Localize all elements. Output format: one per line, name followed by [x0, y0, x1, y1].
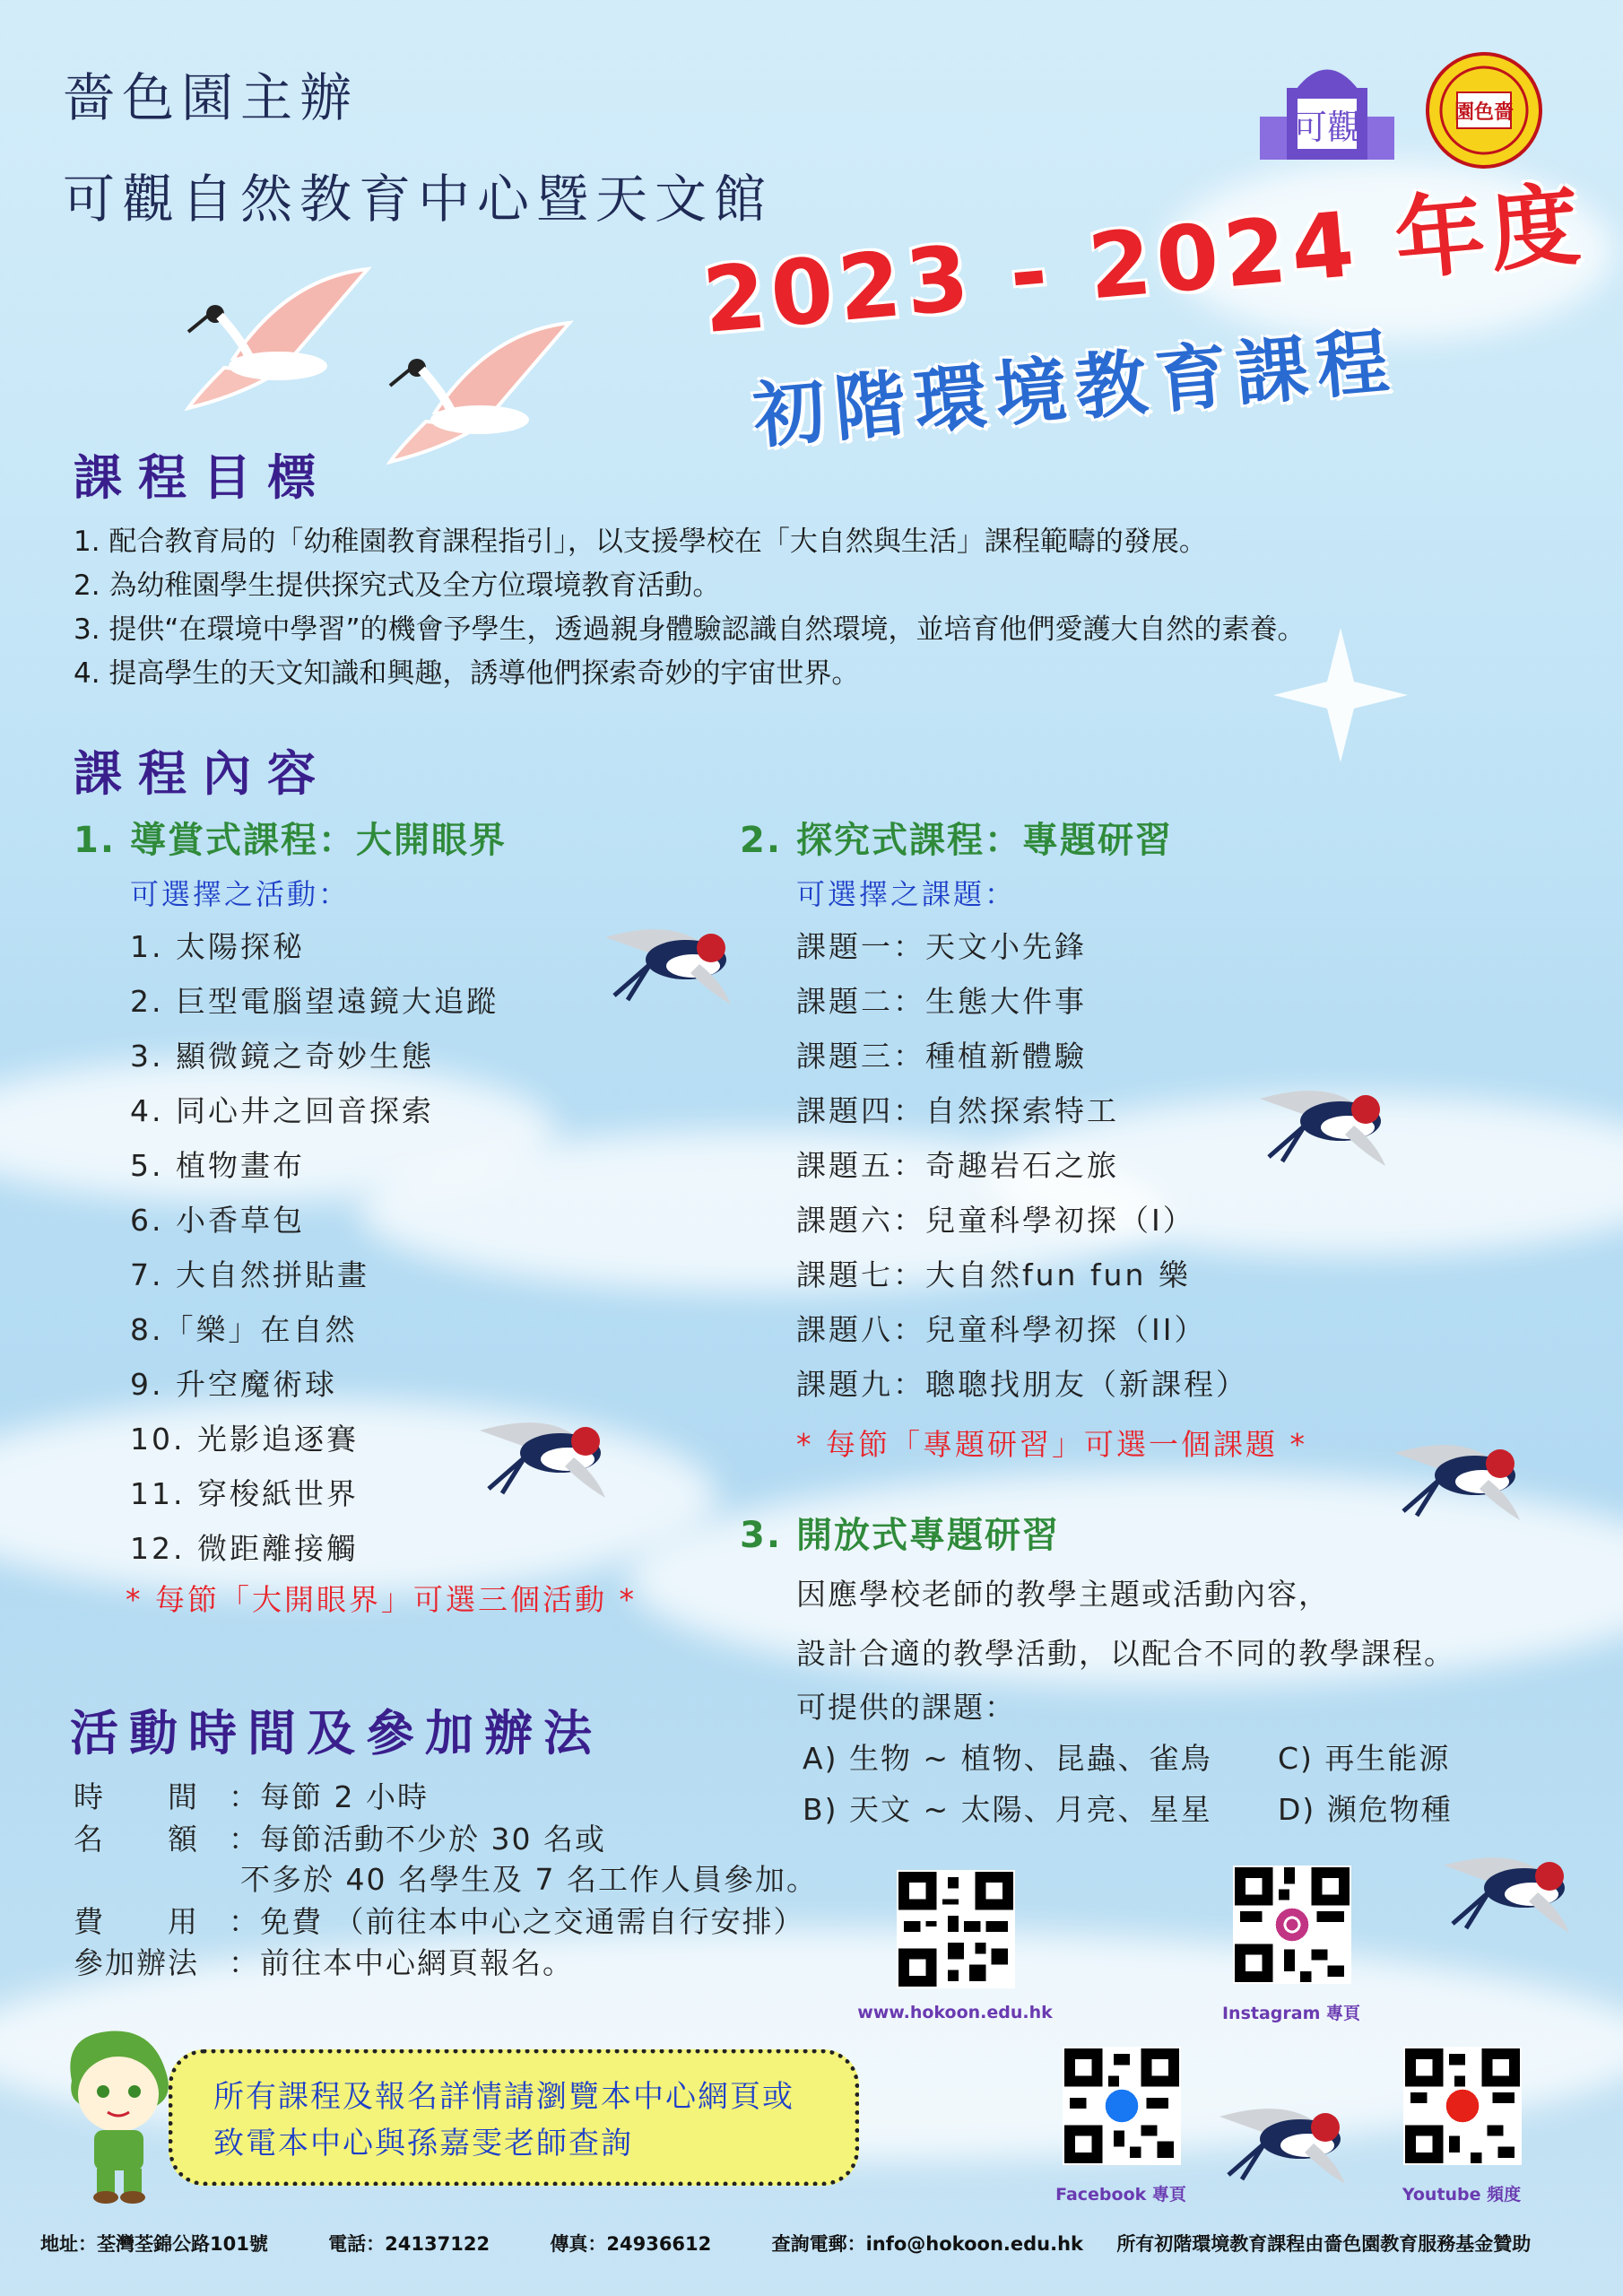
join-label: 參加辦法 [74, 1945, 199, 1980]
organizer-line2: 可觀自然教育中心暨天文館 [63, 169, 774, 230]
activity-item: 3. 顯微鏡之奇妙生態 [130, 1039, 434, 1074]
footer-sponsor: 所有初階環境教育課程由嗇色園教育服務基金贊助 [1116, 2233, 1532, 2255]
activity-item: 11. 穿梭紙世界 [130, 1476, 359, 1511]
info-line1: 所有課程及報名詳情請瀏覽本中心網頁或 [213, 2079, 794, 2115]
website-qr-code[interactable] [897, 1870, 1015, 1988]
info-box [169, 2049, 859, 2186]
schedule-heading: 活動時間及參加辦法 [70, 1705, 603, 1761]
footer-phone: 電話：24137122 [328, 2233, 490, 2255]
course3-line3: 可提供的課題： [796, 1690, 1016, 1725]
fee-label: 費 用 [74, 1904, 199, 1939]
topic-item: 課題五：奇趣岩石之旅 [796, 1148, 1119, 1183]
course3-line2: 設計合適的教學活動，以配合不同的教學課程。 [796, 1636, 1455, 1671]
activity-item: 4. 同心井之回音探索 [130, 1093, 434, 1128]
facebook-qr-code[interactable] [1063, 2047, 1181, 2165]
hokoon-logo [1260, 54, 1394, 166]
swallow-illustration [1211, 2090, 1354, 2188]
youtube-qr-code[interactable] [1403, 2047, 1522, 2165]
topic-item: 課題三：種植新體驗 [796, 1039, 1087, 1074]
content-heading: 課程內容 [74, 745, 332, 802]
topic-item: 課題四：自然探索特工 [796, 1093, 1119, 1128]
topic-item: 課題九：聰聰找朋友（新課程） [796, 1367, 1248, 1402]
course1-title: 1. 導賞式課程：大開眼界 [74, 820, 507, 861]
topic-item: 課題八：兒童科學初探（II） [796, 1312, 1207, 1347]
course2-subtitle: 可選擇之課題： [796, 877, 1017, 911]
fee-value: ：免費 （前往本中心之交通需自行安排） [229, 1904, 805, 1939]
quota-label: 名 額 [74, 1822, 199, 1857]
topic-item: 課題七：大自然fun fun 樂 [796, 1257, 1191, 1292]
swallow-illustration [1385, 1426, 1529, 1525]
activity-item: 9. 升空魔術球 [130, 1367, 337, 1402]
course1-note: * 每節「大開眼界」可選三個活動 * [126, 1582, 637, 1617]
topic-item: 課題六：兒童科學初探（I） [796, 1203, 1195, 1238]
info-line2: 致電本中心與孫嘉雯老師查詢 [213, 2126, 633, 2161]
sik-sik-yuen-logo [1426, 52, 1542, 169]
website-caption[interactable]: www.hokoon.edu.hk [857, 2003, 1053, 2022]
course3-line1: 因應學校老師的教學主題或活動內容， [796, 1577, 1330, 1612]
objective-item: 4. 提高學生的天文知識和興趣，誘導他們探索奇妙的宇宙世界。 [74, 657, 860, 690]
youtube-caption[interactable]: Youtube 頻度 [1402, 2185, 1522, 2205]
activity-item: 12. 微距離接觸 [130, 1531, 359, 1566]
objectives-list [74, 520, 1598, 696]
activity-item: 2. 巨型電腦望遠鏡大追蹤 [130, 984, 499, 1019]
objectives-heading: 課程目標 [74, 449, 332, 506]
title-subtitle: 初階環境教育課程 [750, 318, 1401, 459]
course3-topic-d: D) 瀕危物種 [1278, 1792, 1453, 1827]
course2-topic-list [796, 919, 1248, 1412]
activity-item: 7. 大自然拼貼畫 [130, 1257, 369, 1292]
activity-item: 1. 太陽探秘 [130, 929, 305, 964]
course2-note: * 每節「專題研習」可選一個課題 * [796, 1427, 1307, 1462]
title-year: 2023 - 2024 年度 [699, 171, 1590, 354]
svg-text:可觀: 可觀 [1292, 108, 1362, 147]
footer-fax: 傳真：24936612 [550, 2233, 712, 2255]
crane-illustration [381, 314, 596, 466]
time-label: 時 間 [74, 1779, 199, 1814]
objective-item: 3. 提供“在環境中學習”的機會予學生，透過親身體驗認識自然環境，並培育他們愛護大自然的素養。 [74, 613, 1306, 646]
footer-email[interactable]: 查詢電郵：info@hokoon.edu.hk [771, 2233, 1083, 2255]
course3-topic-a: A) 生物 ~ 植物、昆蟲、雀鳥 [803, 1741, 1212, 1776]
footer-address: 地址：荃灣荃錦公路101號 [40, 2233, 268, 2255]
activity-item: 6. 小香草包 [130, 1203, 305, 1238]
organizer-line1: 嗇色園主辦 [63, 67, 360, 128]
facebook-caption[interactable]: Facebook 專頁 [1055, 2185, 1186, 2205]
activity-item: 8.「樂」在自然 [130, 1312, 358, 1347]
topic-item: 課題二：生態大件事 [796, 984, 1087, 1019]
course3-topic-c: C) 再生能源 [1278, 1741, 1451, 1776]
quota-value: ：每節活動不少於 30 名或 [229, 1822, 606, 1857]
objective-item: 2. 為幼稚園學生提供探究式及全方位環境教育活動。 [74, 570, 721, 602]
activity-item: 5. 植物畫布 [130, 1148, 305, 1183]
quota-value-cont: 不多於 40 名學生及 7 名工作人員參加。 [240, 1862, 818, 1897]
crane-illustration [179, 260, 395, 413]
course1-subtitle: 可選擇之活動： [130, 877, 351, 911]
join-value: ：前往本中心網頁報名。 [229, 1945, 574, 1980]
instagram-qr-code[interactable] [1233, 1866, 1351, 1984]
course3-title: 3. 開放式專題研習 [740, 1515, 1060, 1556]
instagram-caption[interactable]: Instagram 專頁 [1221, 2004, 1360, 2023]
course2-title: 2. 探究式課程：專題研習 [740, 820, 1173, 861]
footer [40, 2230, 1531, 2257]
swallow-illustration [471, 1404, 614, 1502]
time-value: ：每節 2 小時 [229, 1779, 429, 1814]
swallow-illustration [1435, 1839, 1578, 1937]
svg-text:園色嗇: 園色嗇 [1454, 101, 1515, 124]
swallow-illustration [1251, 1072, 1394, 1170]
course3-topic-b: B) 天文 ~ 太陽、月亮、星星 [803, 1792, 1212, 1827]
course1-activity-list [130, 919, 499, 1576]
topic-item: 課題一：天文小先鋒 [796, 929, 1087, 964]
objective-item: 1. 配合教育局的「幼稚園教育課程指引」，以支援學校在「大自然與生活」課程範疇的發展。 [74, 526, 1207, 558]
swallow-illustration [596, 910, 740, 1009]
activity-item: 10. 光影追逐賽 [130, 1422, 359, 1457]
